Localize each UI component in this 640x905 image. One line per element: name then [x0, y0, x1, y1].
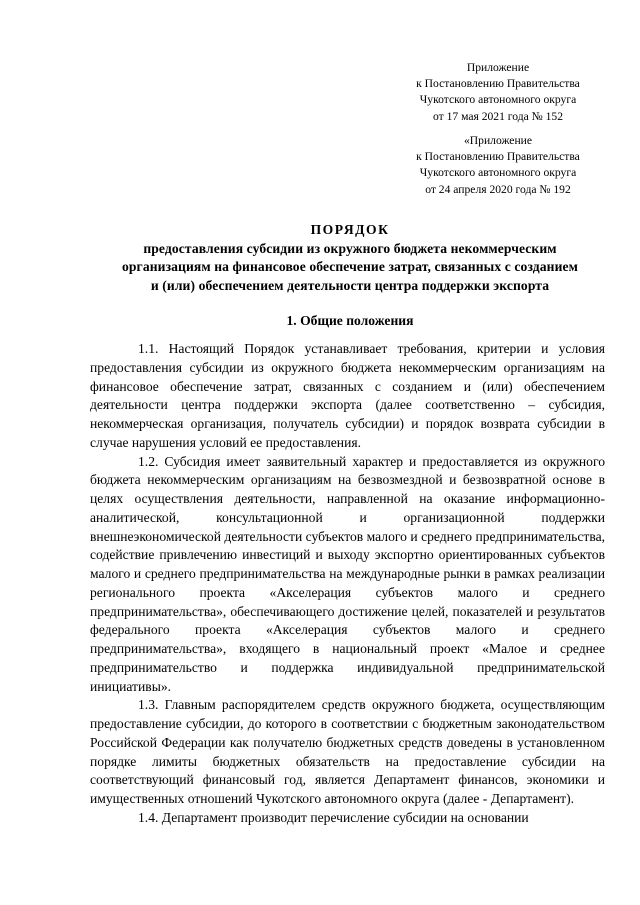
- section-heading: 1. Общие положения: [286, 313, 414, 328]
- appendix-line: от 17 мая 2021 года № 152: [432, 109, 564, 123]
- paragraph-1-2: 1.2. Субсидия имеет заявительный характер и предоставляется из окружного бюджета некоммерческим организациям на безвозмездной и безвозвратной основе в целях осуществления деятельности, направленной на оказание информационно-аналитической, консультационной и организационной поддержки внешнеэкономической деятельности субъектов малого и среднего предпринимательства, содействие привлечению инвестиций и выходу экспортно ориентированных субъектов малого и среднего предпринимательства на международные рынки в рамках реализации регионального проекта «Акселерация субъектов малого и среднего предпринимательства», обеспечивающего достижение целей, показателей и результатов федерального проекта «Акселерация субъектов малого и среднего предпринимательства», входящего в национальный проект «Малое и среднее предпринимательство и поддержка индивидуальной предпринимательской инициативы».: [90, 453, 605, 694]
- paragraph-1-1: 1.1. Настоящий Порядок устанавливает требования, критерии и условия предоставления субсидии из окружного бюджета некоммерческим организациям на финансовое обеспечение затрат, связанных с созданием и (или) обеспечением деятельности центра поддержки экспорта (далее соответственно – субсидия, некоммерческая организация, получатель субсидии) и порядок возврата субсидии в случае нарушения условий ее предоставления.: [90, 341, 605, 450]
- appendix-line: к Постановлению Правительства: [416, 77, 580, 91]
- document-body: [90, 340, 605, 828]
- appendix-line: Приложение: [466, 61, 530, 74]
- paragraph-1-4: 1.4. Департамент производит перечисление субсидии на основании: [138, 809, 529, 825]
- appendix-block-original: [398, 133, 598, 198]
- title-subtitle-line: организациям на финансовое обеспечение затрат, связанных с созданием: [122, 259, 578, 275]
- document-title: [90, 221, 610, 296]
- appendix-line: от 24 апреля 2020 года № 192: [425, 182, 571, 196]
- appendix-line: Чукотского автономного округа: [419, 166, 577, 180]
- appendix-line: к Постановлению Правительства: [416, 150, 580, 164]
- paragraph-1-3: 1.3. Главным распорядителем средств окружного бюджета, осуществляющим предоставление субсидии, до которого в соответствии с бюджетным законодательством Российской Федерации как получателю бюджетных средств доведены в установленном порядке лимиты бюджетных обязательств на предоставление субсидии на соответствующий финансовый год, является Департамент финансов, экономики и имущественных отношений Чукотского автономного округа (далее - Департамент).: [90, 697, 605, 806]
- title-subtitle-line: и (или) обеспечением деятельности центра поддержки экспорта: [150, 278, 550, 294]
- appendix-block-current: [398, 60, 598, 125]
- appendix-line: «Приложение: [463, 134, 533, 147]
- title-main: ПОРЯДОК: [310, 222, 390, 237]
- appendix-line: Чукотского автономного округа: [419, 93, 577, 107]
- title-subtitle-line: предоставления субсидии из окружного бюджета некоммерческим: [143, 240, 557, 256]
